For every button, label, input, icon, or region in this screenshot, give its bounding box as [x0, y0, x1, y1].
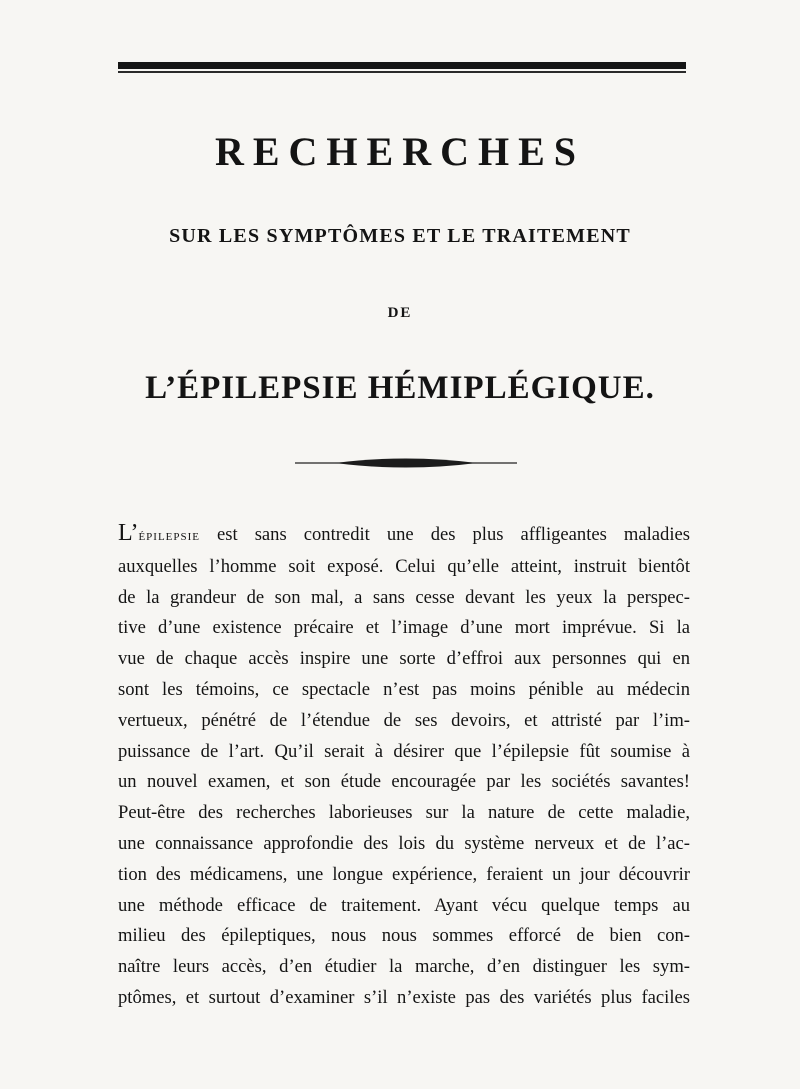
body-line: vue de chaque accès inspire une sorte d’effroi aux personnes qui en	[118, 648, 690, 670]
body-line: de la grandeur de son mal, a sans cesse devant les yeux la perspec-	[118, 586, 690, 608]
body-line-first	[118, 518, 690, 552]
page-title: RECHERCHES	[214, 129, 586, 174]
body-line: naître leurs accès, d’en étudier la marche, d’en distinguer les sym-	[118, 956, 690, 978]
body-line: tion des médicamens, une longue expérience, feraient un jour découvrir	[118, 863, 690, 885]
body-line: ptômes, et surtout d’examiner s’il n’existe pas des variétés plus faciles	[118, 986, 690, 1008]
body-line: un nouvel examen, et son étude encouragée par les sociétés savantes!	[118, 771, 690, 793]
body-line: Peut-être des recherches laborieuses sur la nature de cette maladie,	[118, 802, 690, 824]
title-connector: DE	[387, 305, 413, 321]
ornament-rule-divider	[295, 456, 517, 470]
first-line-text: est sans contredit une des plus affligeantes maladies	[200, 524, 690, 545]
first-word-smallcaps: épilepsie	[138, 528, 201, 544]
body-line: une méthode efficace de traitement. Ayant vécu quelque temps au	[118, 894, 690, 916]
body-line: puissance de l’art. Qu’il serait à désirer que l’épilepsie fût soumise à	[118, 740, 690, 762]
top-double-rule	[118, 62, 686, 74]
drop-initial: L’	[118, 520, 139, 546]
body-line: tive d’une existence précaire et l’image d’une mort imprévue. Si la	[118, 617, 690, 639]
body-line: une connaissance approfondie des lois du système nerveux et de l’ac-	[118, 832, 690, 854]
body-paragraph	[118, 518, 690, 1014]
top-rule-thin	[118, 71, 686, 73]
page-subtitle: SUR LES SYMPTÔMES ET LE TRAITEMENT	[169, 225, 631, 247]
main-title: L’ÉPILEPSIE HÉMIPLÉGIQUE.	[145, 370, 655, 406]
top-rule-thick	[118, 62, 686, 69]
body-line: vertueux, pénétré de l’étendue de ses devoirs, et attristé par l’im-	[118, 709, 690, 731]
body-line: sont les témoins, ce spectacle n’est pas moins pénible au médecin	[118, 678, 690, 700]
body-line: auxquelles l’homme soit exposé. Celui qu’elle atteint, instruit bientôt	[118, 555, 690, 577]
body-line: milieu des épileptiques, nous nous sommes efforcé de bien con-	[118, 925, 690, 947]
